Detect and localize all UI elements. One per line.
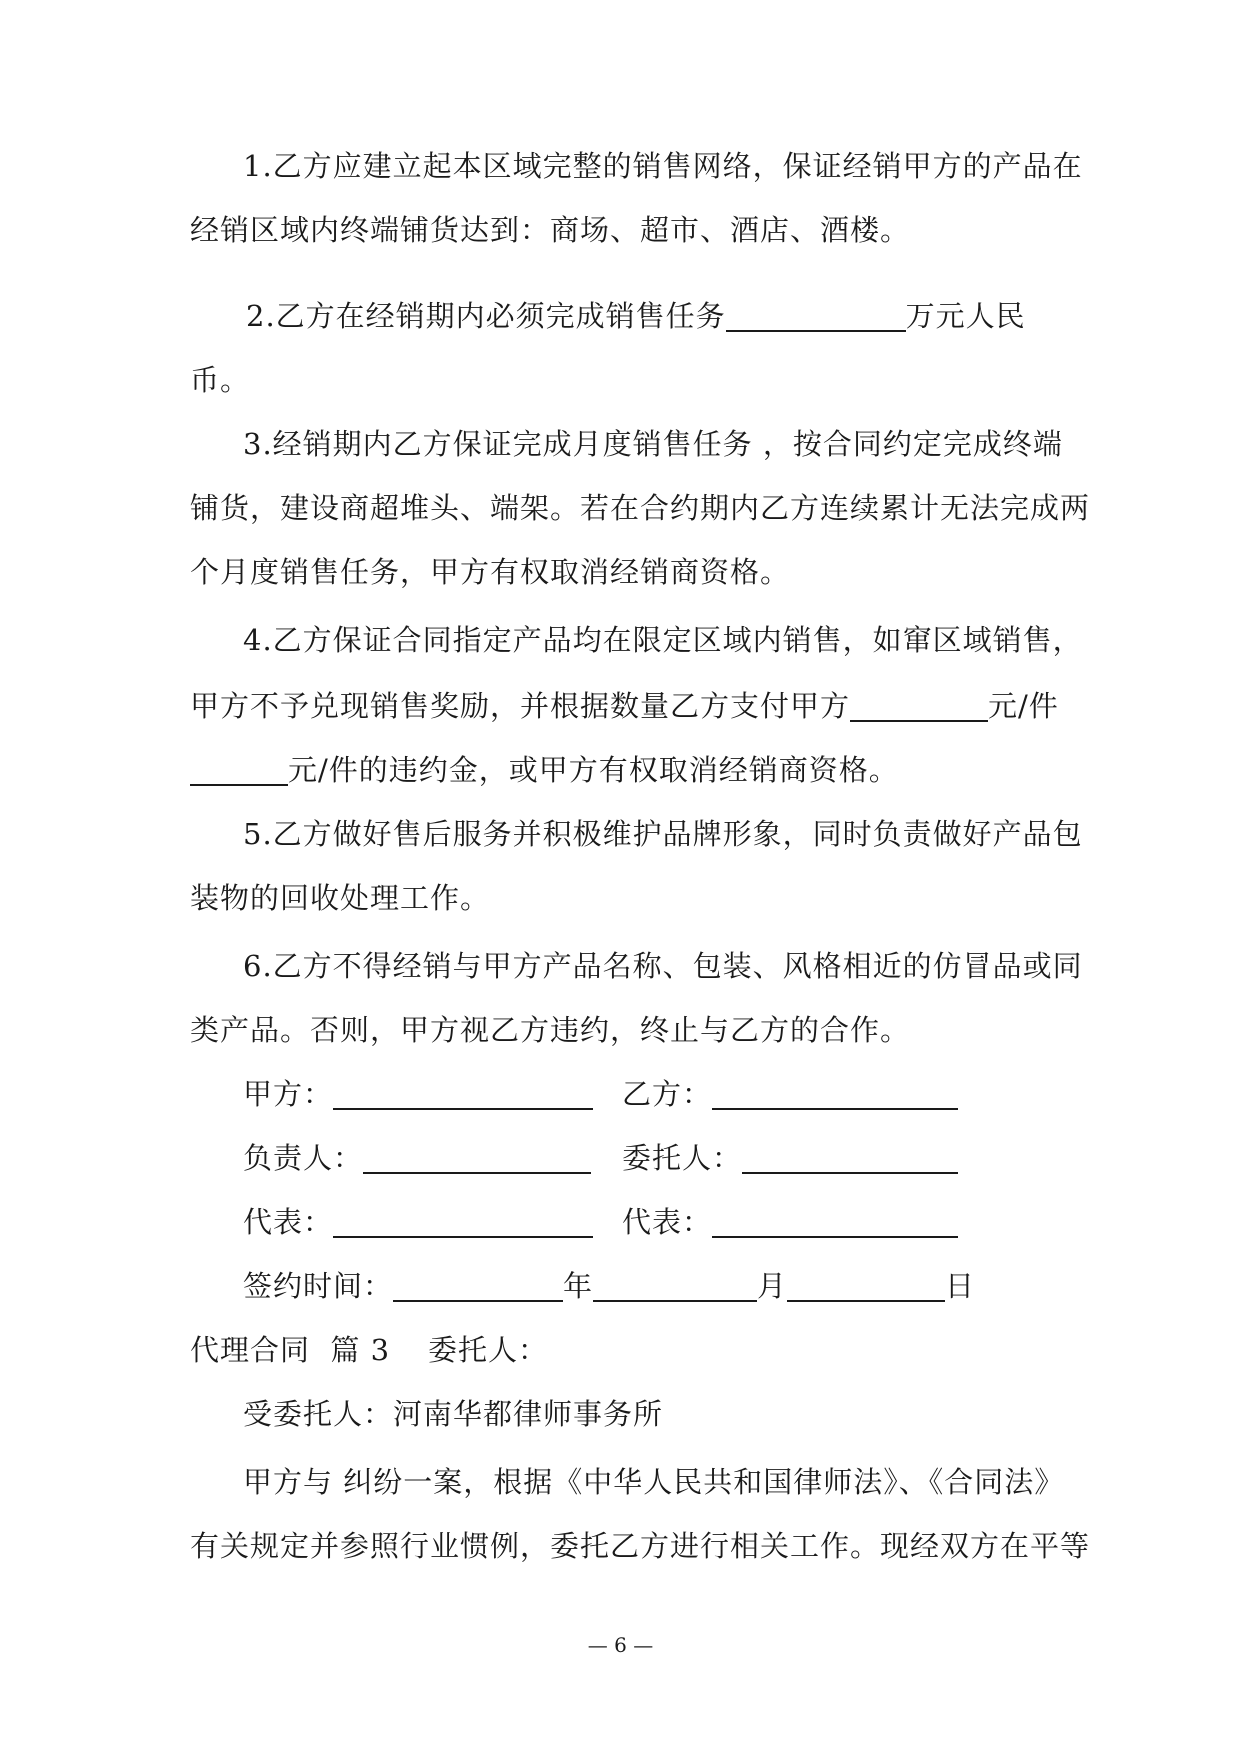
- trustee-label: 委托人：: [622, 1141, 743, 1175]
- clause-2-unit: 万元人民: [905, 299, 1026, 333]
- clause-6-line-1: 6.乙方不得经销与甲方产品名称、包装、风格相近的仿冒品或同: [243, 949, 1083, 983]
- client-label: 委托人：: [428, 1333, 549, 1367]
- clause-4-text: 甲方不予兑现销售奖励，并根据数量乙方支付甲方: [190, 689, 851, 723]
- clause-4-line-3: [190, 750, 899, 790]
- clause-4-line-1: 4.乙方保证合同指定产品均在限定区域内销售，如窜区域销售，: [243, 623, 1083, 657]
- clause-2-line-2: 币。: [190, 363, 251, 397]
- party-b-blank[interactable]: [712, 1078, 958, 1110]
- rep-b-row: [622, 1202, 958, 1242]
- clause-3-line-2: 铺货，建设商超堆头、端架。若在合约期内乙方连续累计无法完成两: [190, 491, 1091, 525]
- clause-5-line-1: 5.乙方做好售后服务并积极维护品牌形象，同时负责做好产品包: [243, 817, 1083, 851]
- agent-line: 受委托人：河南华都律师事务所: [243, 1397, 664, 1431]
- clause-1-line-2: 经销区域内终端铺货达到：商场、超市、酒店、酒楼。: [190, 213, 911, 247]
- trustee-row: [622, 1138, 958, 1178]
- month-label: 月: [757, 1269, 788, 1303]
- month-blank[interactable]: [593, 1270, 757, 1302]
- party-b-row: [622, 1074, 958, 1114]
- section-3-heading: 代理合同 篇 3: [190, 1333, 391, 1367]
- rep-a-label: 代表：: [243, 1205, 334, 1239]
- clause-1-line-1: 1.乙方应建立起本区域完整的销售网络，保证经销甲方的产品在: [243, 149, 1083, 183]
- responsible-blank[interactable]: [363, 1142, 591, 1174]
- clause-3-line-3: 个月度销售任务，甲方有权取消经销商资格。: [190, 555, 791, 589]
- party-a-label: 甲方：: [243, 1077, 334, 1111]
- rep-b-blank[interactable]: [712, 1206, 958, 1238]
- sign-date-row: [243, 1266, 975, 1306]
- year-blank[interactable]: [393, 1270, 563, 1302]
- rep-b-label: 代表：: [622, 1205, 713, 1239]
- clause-2-line-1: [246, 296, 1026, 336]
- sales-target-blank[interactable]: [726, 300, 906, 332]
- clause-2-text: 2.乙方在经销期内必须完成销售任务: [246, 299, 726, 333]
- party-b-label: 乙方：: [622, 1077, 713, 1111]
- rep-a-blank[interactable]: [333, 1206, 593, 1238]
- page-number: — 6 —: [587, 1633, 654, 1657]
- section-3-body-line-1: 甲方与 纠纷一案，根据《中华人民共和国律师法》、《合同法》: [243, 1465, 1065, 1499]
- clause-6-line-2: 类产品。否则，甲方视乙方违约，终止与乙方的合作。: [190, 1013, 911, 1047]
- sign-time-label: 签约时间：: [243, 1269, 394, 1303]
- party-a-blank[interactable]: [333, 1078, 593, 1110]
- party-a-row: [243, 1074, 593, 1114]
- clause-3-line-1: 3.经销期内乙方保证完成月度销售任务 ，按合同约定完成终端: [243, 427, 1063, 461]
- responsible-row: [243, 1138, 591, 1178]
- year-label: 年: [563, 1269, 594, 1303]
- day-blank[interactable]: [787, 1270, 945, 1302]
- section-3-body-line-2: 有关规定并参照行业惯例，委托乙方进行相关工作。现经双方在平等: [190, 1529, 1091, 1563]
- day-label: 日: [945, 1269, 976, 1303]
- rep-a-row: [243, 1202, 593, 1242]
- clause-4-line-2: [190, 686, 1059, 726]
- penalty-amount-blank-1[interactable]: [850, 690, 988, 722]
- clause-5-line-2: 装物的回收处理工作。: [190, 881, 491, 915]
- trustee-blank[interactable]: [742, 1142, 958, 1174]
- clause-4-unit: 元/件: [988, 689, 1059, 723]
- penalty-amount-blank-2[interactable]: [190, 754, 288, 786]
- clause-4-penalty: 元/件的违约金，或甲方有权取消经销商资格。: [288, 753, 899, 787]
- responsible-label: 负责人：: [243, 1141, 364, 1175]
